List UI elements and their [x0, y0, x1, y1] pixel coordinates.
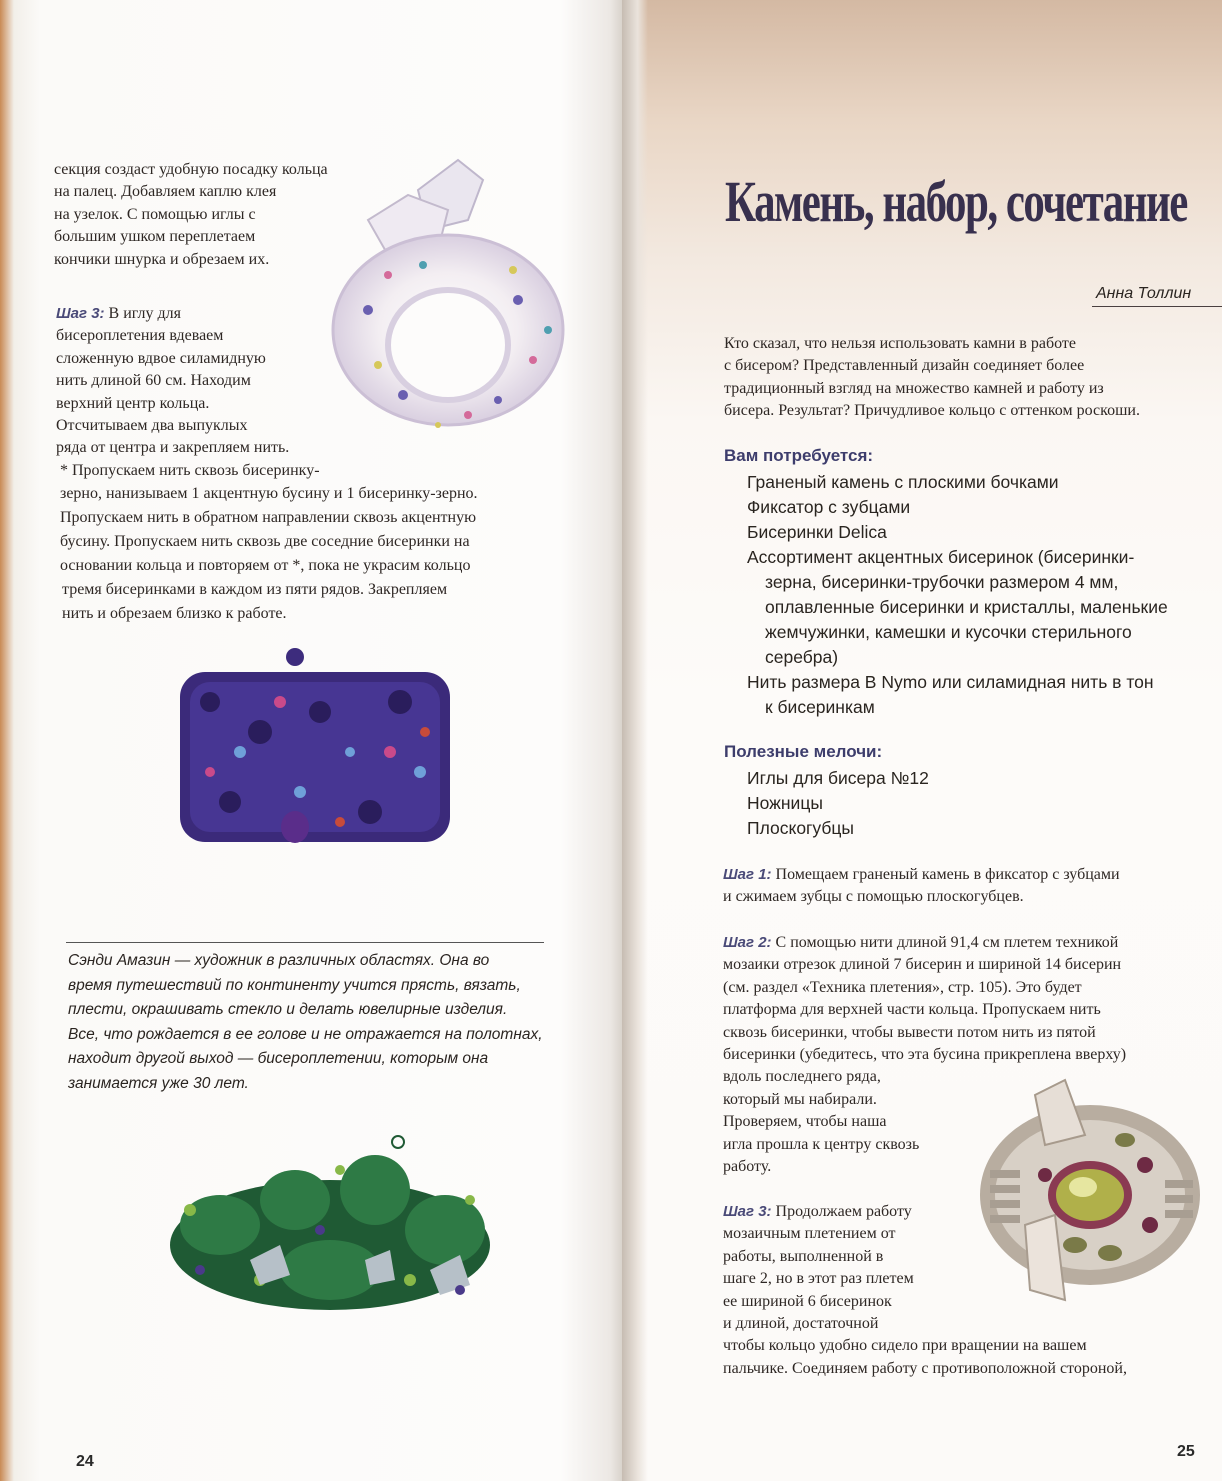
- bio-line: плести, окрашивать стекло и делать ювелирные изделия.: [68, 1001, 508, 1018]
- list-item: Нить размера B Nymo или силамидная нить в тон: [747, 672, 1154, 692]
- stone-ring-photo: [975, 1075, 1205, 1305]
- text-line: Проверяем, чтобы наша: [723, 1113, 887, 1131]
- author-bio: [68, 949, 543, 1096]
- bio-line: Сэнди Амазин — художник в различных областях. Она во: [68, 952, 490, 969]
- text-line: Отсчитываем два выпуклых: [56, 417, 248, 435]
- bio-line: занимается уже 30 лет.: [68, 1074, 249, 1092]
- text-line: секция создаст удобную посадку кольца: [54, 161, 328, 178]
- text-line: Кто сказал, что нельзя использовать камни в работе: [724, 335, 1076, 352]
- materials-list: [747, 470, 1168, 720]
- list-item: Плоскогубцы: [747, 818, 855, 838]
- text-line: и длиной, достаточной: [723, 1315, 879, 1333]
- list-item: жемчужинки, камешки и кусочки стерильного: [765, 622, 1132, 642]
- tools-list: [747, 766, 929, 841]
- article-title: Камень, набор, сочетание: [725, 169, 1187, 234]
- list-item: к бисеринкам: [765, 697, 875, 717]
- crystal-ring-photo: [308, 150, 568, 430]
- text-line: вдоль последнего ряда,: [723, 1068, 881, 1086]
- left-intro-text: [54, 159, 328, 271]
- text-line: платформа для верхней части кольца. Пропускаем нить: [723, 1001, 1101, 1019]
- text-line: [723, 864, 1120, 886]
- step-label: Шаг 3:: [56, 305, 105, 322]
- text-line: и сжимаем зубцы с помощью плоскогубцев.: [723, 888, 1024, 906]
- bio-line: Все, что рождается в ее голове и не отражается на полотнах,: [68, 1025, 543, 1043]
- text-line: мозаичным плетением от: [723, 1225, 896, 1243]
- text-line: кончики шнурка и обрезаем их.: [54, 250, 270, 268]
- text-line: большим ушком переплетаем: [54, 228, 256, 246]
- text-line: на палец. Добавляем каплю клея: [54, 183, 277, 201]
- list-item: оплавленные бисеринки и кристаллы, маленькие: [765, 597, 1168, 617]
- materials-heading: Вам потребуется:: [724, 446, 874, 465]
- step-label: Шаг 2:: [723, 934, 772, 951]
- text-line: пальчике. Соединяем работу с противоположной стороной,: [723, 1359, 1127, 1377]
- text-line: ряда от центра и закрепляем нить.: [56, 439, 290, 457]
- list-item: Бисеринки Delica: [747, 522, 887, 542]
- step-first-line: Продолжаем работу: [771, 1203, 912, 1220]
- list-item: зерна, бисеринки-трубочки размером 4 мм,: [765, 572, 1119, 592]
- list-item: Фиксатор с зубцами: [747, 497, 911, 517]
- text-line: * Пропускаем нить сквозь бисеринку-: [60, 461, 320, 479]
- author-underline: [1092, 306, 1222, 307]
- text-line: зерно, нанизываем 1 акцентную бусину и 1 бисеринку-зерно.: [60, 485, 478, 503]
- step-label: Шаг 3:: [723, 1203, 772, 1220]
- page-number-right: 25: [1177, 1443, 1195, 1460]
- text-line: сквозь бисеринки, чтобы вывести потом нить из пятой: [723, 1023, 1096, 1041]
- text-line: игла прошла к центру сквозь: [723, 1135, 920, 1153]
- text-line: шаге 2, но в этот раз плетем: [723, 1270, 914, 1288]
- tools-heading: Полезные мелочи:: [724, 742, 883, 761]
- text-line: бисеринки (убедитесь, что эта бусина прикреплена вверху): [723, 1046, 1127, 1064]
- green-ring-photo: [160, 1130, 500, 1320]
- step-first-line: С помощью нити длиной 91,4 см плетем техникой: [771, 934, 1119, 951]
- text-line: с бисером? Представленный дизайн соединяет более: [724, 357, 1085, 375]
- text-line: бусину. Пропускаем нить сквозь две соседние бисеринки на: [60, 533, 470, 551]
- list-item: серебра): [765, 647, 839, 667]
- text-line: который мы набирали.: [723, 1090, 877, 1108]
- text-line: чтобы кольцо удобно сидело при вращении на вашем: [723, 1337, 1087, 1355]
- text-line: бисера. Результат? Причудливое кольцо с оттенком роскоши.: [724, 402, 1140, 420]
- text-line: мозаики отрезок длиной 7 бисерин и шириной 14 бисерин: [723, 956, 1122, 974]
- text-line: нить и обрезаем близко к работе.: [62, 605, 287, 623]
- bio-divider: [66, 942, 544, 943]
- text-line: основании кольца и повторяем от *, пока не украсим кольцо: [60, 557, 471, 575]
- text-line: тремя бисеринками в каждом из пяти рядов. Закрепляем: [62, 581, 448, 599]
- text-line: сложенную вдвое силамидную: [56, 349, 266, 367]
- list-item: Ножницы: [747, 793, 823, 813]
- list-item: Граненый камень с плоскими бочками: [747, 472, 1059, 492]
- right-step1-text: [723, 864, 1120, 909]
- step-first-line: В иглу для: [104, 305, 181, 322]
- text-line: [723, 932, 1126, 954]
- text-line: нить длиной 60 см. Находим: [56, 372, 251, 390]
- text-line: ее шириной 6 бисеринок: [723, 1292, 892, 1310]
- purple-ring-photo: [170, 642, 460, 862]
- text-line: на узелок. С помощью иглы с: [54, 205, 256, 223]
- list-item: Иглы для бисера №12: [747, 768, 929, 788]
- right-page: [622, 0, 1222, 1481]
- text-line: работу.: [723, 1158, 772, 1176]
- text-line: верхний центр кольца.: [56, 394, 210, 412]
- list-item: Ассортимент акцентных бисеринок (бисеринки-: [747, 547, 1135, 567]
- text-line: Пропускаем нить в обратном направлении сквозь акцентную: [60, 509, 477, 527]
- bio-line: время путешествий по континенту учится прясть, вязать,: [68, 976, 521, 994]
- text-line: работы, выполненной в: [723, 1247, 884, 1265]
- article-author: Анна Толлин: [1096, 285, 1192, 302]
- text-line: (см. раздел «Техника плетения», стр. 105). Это будет: [723, 978, 1082, 996]
- step-label: Шаг 1:: [723, 866, 772, 883]
- bio-line: находит другой выход — бисероплетении, которым она: [68, 1050, 489, 1067]
- text-line: бисероплетения вдеваем: [56, 327, 224, 345]
- step-first-line: Помещаем граненый камень в фиксатор с зубцами: [771, 866, 1120, 883]
- right-intro-text: [724, 333, 1140, 423]
- page-number-left: 24: [76, 1453, 94, 1470]
- text-line: традиционный взгляд на множество камней и работу из: [724, 379, 1104, 397]
